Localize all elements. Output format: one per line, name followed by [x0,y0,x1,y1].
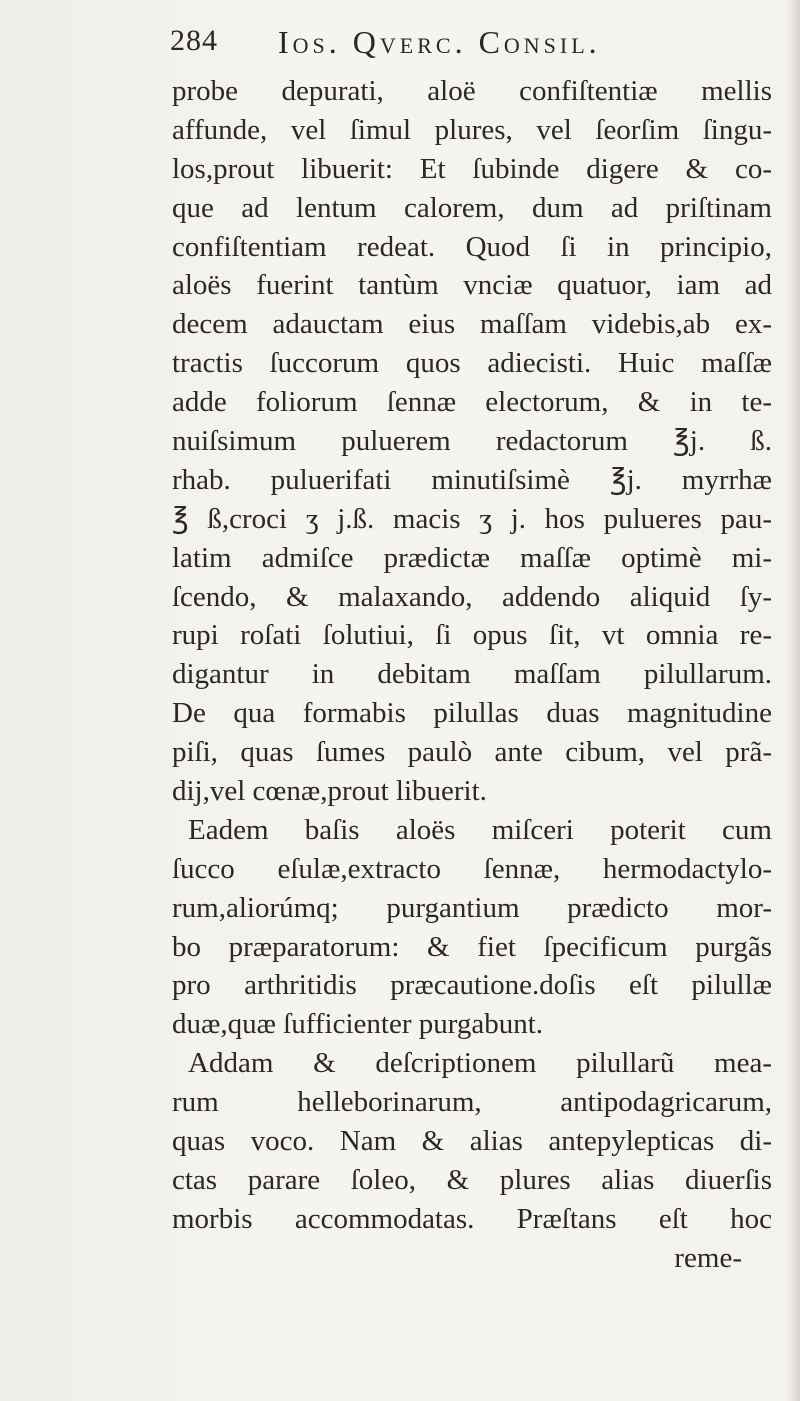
running-head: Ios. Qverc. Consil. [278,24,601,60]
text-line: tractis ſuccorum quos adiecisti. Huic maſſæ [172,347,772,380]
page-header [170,24,770,74]
text-line: ctas parare ſoleo, & plures alias diuerſis [172,1163,772,1196]
text-line: latim admiſce prædictæ maſſæ optimè mi- [172,541,772,574]
body-text [172,72,772,1278]
text-line: confiſtentiam redeat. Quod ſi in principio, [172,230,772,263]
text-line: rupi roſati ſolutiui, ſi opus ſit, vt omnia re- [172,619,772,652]
text-line: ℥ ß,croci ʒ j.ß. macis ʒ j. hos pulueres pau- [172,502,772,535]
text-line: bo præparatorum: & fiet ſpecificum purgãs [172,930,772,963]
text-line: De qua formabis pilullas duas magnitudine [172,697,772,730]
text-line: probe depurati, aloë confiſtentiæ mellis [172,75,772,107]
text-line: quas voco. Nam & alias antepylepticas di- [172,1125,772,1158]
text-line: que ad lentum calorem, dum ad priſtinam [172,191,772,224]
text-line: morbis accommodatas. Præſtans eſt hoc [172,1202,772,1235]
text-line: nuiſsimum puluerem redactorum ℥j. ß. [172,425,772,458]
text-line: adde foliorum ſennæ electorum, & in te- [172,386,772,419]
text-line: Addam & deſcriptionem pilullarũ mea- [188,1047,772,1080]
page-edge-shadow [786,0,800,1401]
text-line: pro arthritidis præcautione.doſis eſt pilullæ [172,969,772,1002]
text-line: reme- [674,1241,742,1274]
text-line: decem adauctam eius maſſam videbis,ab ex- [172,308,772,341]
text-line: ſucco eſulæ,extracto ſennæ, hermodactylo- [172,852,772,885]
text-line: dij,vel cœnæ,prout libuerit. [172,775,487,808]
text-line: rhab. puluerifati minutiſsimè ℥j. myrrhæ [172,463,772,496]
text-line: ſcendo, & malaxando, addendo aliquid ſy- [172,580,772,613]
text-line: rum,aliorúmq; purgantium prædicto mor- [172,891,772,924]
text-line: digantur in debitam maſſam pilullarum. [172,658,772,691]
text-line: rum helleborinarum, antipodagricarum, [172,1086,772,1119]
page-number: 284 [170,24,218,57]
text-line: aloës fuerint tantùm vnciæ quatuor, iam ad [172,269,772,302]
text-line: piſi, quas ſumes paulò ante cibum, vel prã- [172,736,772,769]
text-line: los,prout libuerit: Et ſubinde digere & co- [172,152,772,185]
text-line: affunde, vel ſimul plures, vel ſeorſim ſingu- [172,113,772,146]
text-line: Eadem baſis aloës miſceri poterit cum [188,813,772,846]
text-line: duæ,quæ ſufficienter purgabunt. [172,1008,544,1041]
